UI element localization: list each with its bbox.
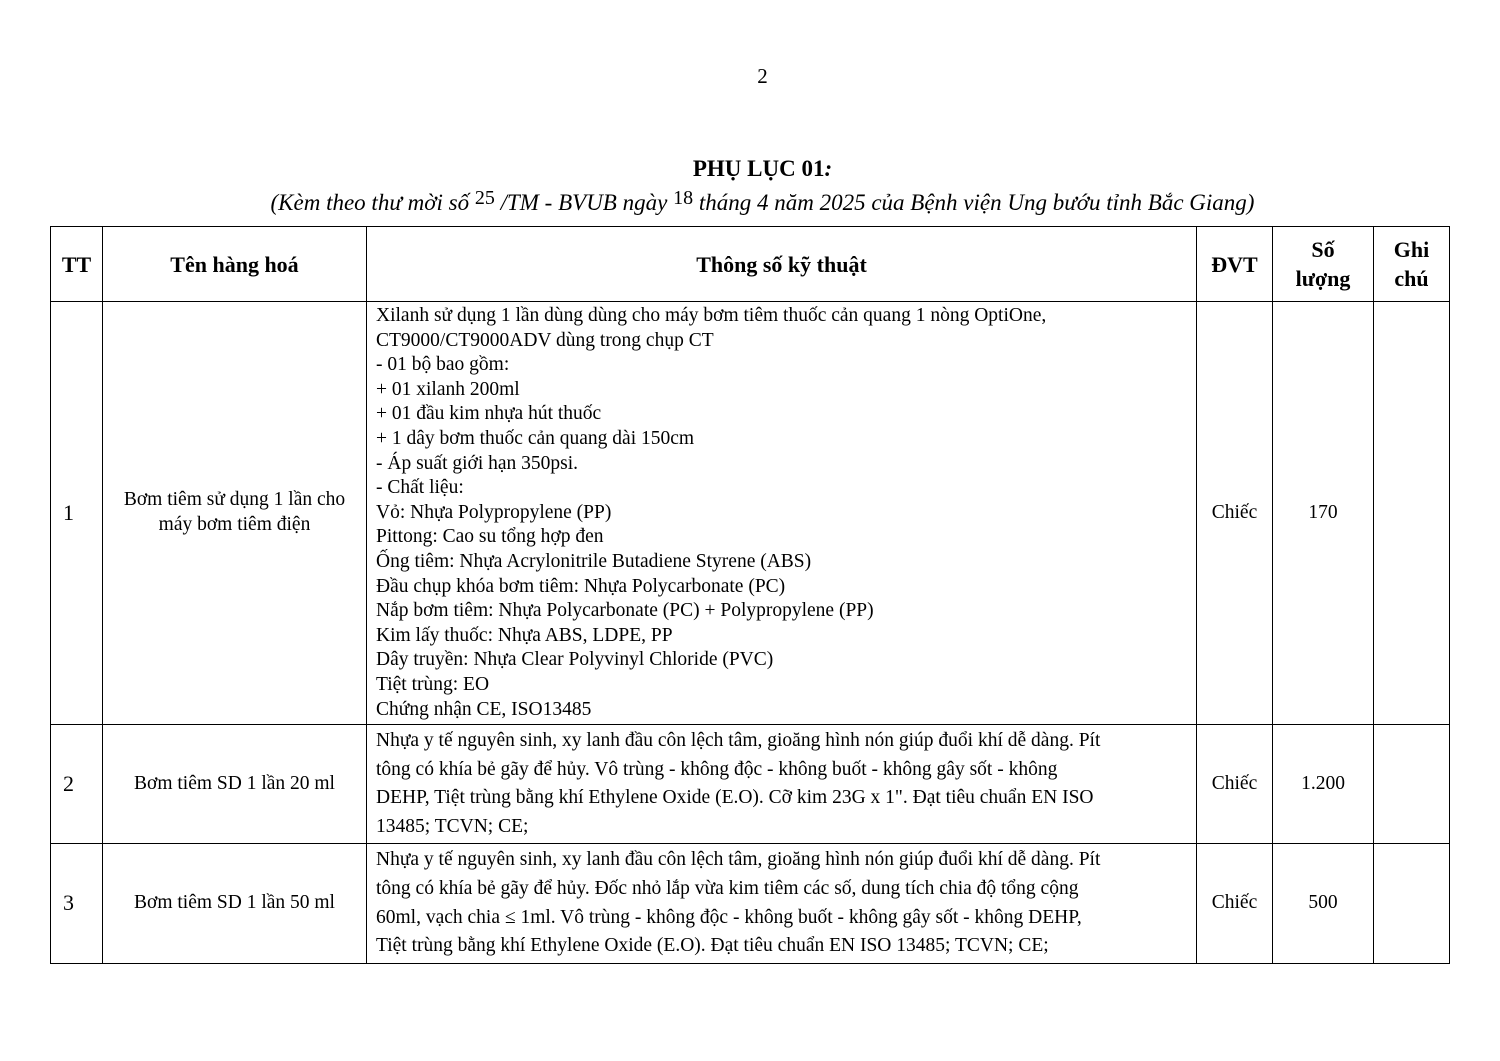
spec-line: Tiệt trùng: EO (376, 673, 490, 695)
table-row (51, 302, 1450, 725)
header-quantity-line-2: lượng (1295, 266, 1351, 291)
item-name: Bơm tiêm SD 1 lần 20 ml (103, 725, 367, 844)
spec-line: Kim lấy thuốc: Nhựa ABS, LDPE, PP (376, 624, 673, 646)
item-name: Bơm tiêm sử dụng 1 lần cho máy bơm tiêm điện (103, 302, 367, 725)
table-body (51, 302, 1450, 964)
spec-line: + 01 xilanh 200ml (376, 378, 520, 400)
header-note (1374, 227, 1450, 302)
page-number: 2 (757, 64, 768, 88)
header-item-name: Tên hàng hoá (103, 227, 367, 302)
spec-line: tông có khía bẻ gãy để hủy. Vô trùng - không độc - không buốt - không gây sốt - không (376, 758, 1058, 780)
item-unit: Chiếc (1197, 725, 1273, 844)
item-name: Bơm tiêm SD 1 lần 50 ml (103, 844, 367, 963)
spec-line: Nắp bơm tiêm: Nhựa Polycarbonate (PC) + Polypropylene (PP) (376, 600, 874, 622)
goods-table (50, 226, 1450, 964)
header-note-line-2: chú (1394, 266, 1429, 291)
header-specifications: Thông số kỹ thuật (367, 227, 1197, 302)
subtitle-part-2: /TM - BVUB ngày (494, 190, 674, 215)
spec-line: Đầu chụp khóa bơm tiêm: Nhựa Polycarbonate (PC) (376, 575, 786, 597)
row-number: 1 (51, 302, 103, 725)
item-quantity: 500 (1273, 844, 1374, 963)
spec-line: Ống tiêm: Nhựa Acrylonitrile Butadiene Styrene (ABS) (376, 550, 812, 572)
spec-line: 60ml, vạch chia ≤ 1ml. Vô trùng - không độc - không buốt - không gây sốt - không DEHP, (376, 906, 1082, 928)
spec-line: tông có khía bẻ gãy để hủy. Đốc nhỏ lắp vừa kim tiêm các số, dung tích chia độ tổng cộng (376, 878, 1079, 900)
item-note (1374, 844, 1450, 963)
header-tt: TT (51, 227, 103, 302)
spec-line: DEHP, Tiệt trùng bằng khí Ethylene Oxide (E.O). Cỡ kim 23G x 1". Đạt tiêu chuẩn EN ISO (376, 787, 1094, 809)
appendix-subtitle (0, 187, 1500, 216)
row-number: 3 (51, 844, 103, 963)
item-specifications (367, 844, 1197, 963)
item-note (1374, 302, 1450, 725)
spec-line: - Chất liệu: (376, 477, 464, 499)
item-unit: Chiếc (1197, 302, 1273, 725)
spec-line: Nhựa y tế nguyên sinh, xy lanh đầu côn lệch tâm, gioăng hình nón giúp đuổi khí dễ dàng. Pít (376, 730, 1101, 752)
item-quantity: 170 (1273, 302, 1374, 725)
spec-line: - 01 bộ bao gồm: (376, 354, 510, 376)
spec-line: Chứng nhận CE, ISO13485 (376, 698, 592, 720)
spec-line: Tiệt trùng bằng khí Ethylene Oxide (E.O). Đạt tiêu chuẩn EN ISO 13485; TCVN; CE; (376, 935, 1049, 957)
spec-line: Nhựa y tế nguyên sinh, xy lanh đầu côn lệch tâm, gioăng hình nón giúp đuổi khí dễ dàng. Pít (376, 849, 1101, 871)
table-row (51, 725, 1450, 844)
item-specifications (367, 302, 1197, 725)
header-unit: ĐVT (1197, 227, 1273, 302)
spec-line: 13485; TCVN; CE; (376, 815, 529, 837)
invitation-number: 25 (474, 187, 495, 209)
appendix-title-colon: : (824, 156, 833, 181)
header-quantity (1273, 227, 1374, 302)
header-quantity-line-1: Số (1311, 237, 1335, 262)
row-number: 2 (51, 725, 103, 844)
table-header-row (51, 227, 1450, 302)
spec-line: CT9000/CT9000ADV dùng trong chụp CT (376, 329, 714, 351)
spec-line: - Áp suất giới hạn 350psi. (376, 452, 579, 474)
header-note-line-1: Ghi (1393, 237, 1430, 262)
spec-line: Pittong: Cao su tổng hợp đen (376, 526, 604, 548)
spec-line: Xilanh sử dụng 1 lần dùng dùng cho máy bơm tiêm thuốc cản quang 1 nòng OptiOne, (376, 305, 1047, 326)
appendix-title-text: PHỤ LỤC 01 (692, 156, 825, 181)
spec-line: Vỏ: Nhựa Polypropylene (PP) (376, 501, 612, 523)
subtitle-part-1: (Kèm theo thư mời số (270, 190, 475, 215)
spec-line: Dây truyền: Nhựa Clear Polyvinyl Chloride (PVC) (376, 649, 774, 671)
table-row (51, 844, 1450, 963)
item-specifications (367, 725, 1197, 844)
subtitle-part-3: tháng 4 năm 2025 của Bệnh viện Ung bướu tỉnh Bắc Giang) (693, 190, 1255, 215)
item-unit: Chiếc (1197, 844, 1273, 963)
appendix-title (0, 156, 1500, 182)
item-quantity: 1.200 (1273, 725, 1374, 844)
item-note (1374, 725, 1450, 844)
invitation-day: 18 (673, 187, 694, 209)
spec-line: + 1 dây bơm thuốc cản quang dài 150cm (376, 427, 695, 449)
spec-line: + 01 đầu kim nhựa hút thuốc (376, 403, 602, 425)
